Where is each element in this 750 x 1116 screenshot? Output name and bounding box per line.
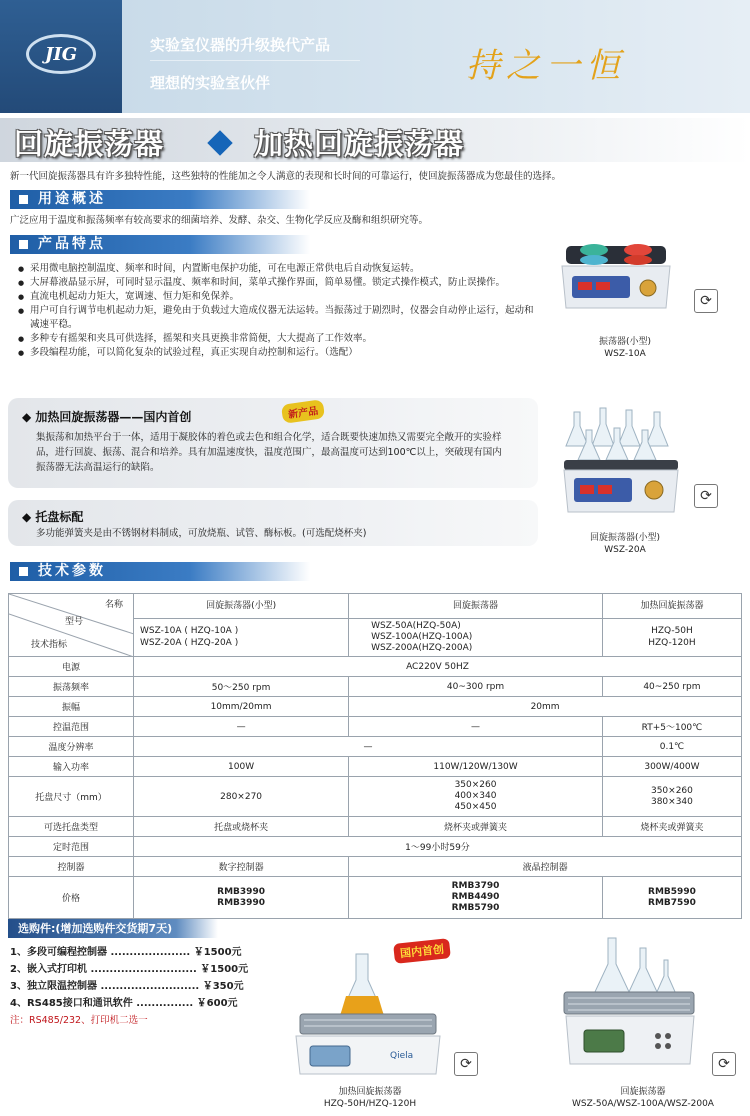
header-tagline-1: 实验室仪器的升级换代产品 xyxy=(150,36,331,54)
list-item: ● 大屏幕液晶显示屏，可同时显示温度、频率和时间，菜单式操作界面，简单易懂。锁定式操作模式，防止误操作。 xyxy=(18,276,538,290)
section-spec-heading: 技术参数 xyxy=(10,562,310,581)
table-cell: 回旋振荡器(小型) WSZ-10A ( HZQ-10A ) WSZ-20A ( HZQ-20A ) xyxy=(134,594,349,657)
table-row: 电源 AC220V 50HZ xyxy=(9,657,742,677)
header-logo-area xyxy=(0,0,122,113)
panel-body: 多功能弹簧夹是由不锈钢材料制成，可放烧瓶、试管、酶标板。(可选配烧杯夹) xyxy=(36,528,367,539)
list-item: 1、多段可编程控制器 ..................... ￥1500元 xyxy=(10,947,242,958)
product-caption: 回旋振荡器(小型) WSZ-20A xyxy=(589,533,661,555)
shaker-illustration xyxy=(556,402,686,520)
table-row: 输入功率 100W 110W/120W/130W 300W/400W xyxy=(9,757,742,777)
table-row xyxy=(9,594,742,657)
list-item: ● 用户可自行调节电机起动力矩，避免由于负载过大造成仪器无法运转。当振荡过于剧烈时，仪器会自动停止运行，起动和减速平稳。 xyxy=(18,304,538,332)
rotate-icon: ⟳ xyxy=(712,1052,736,1076)
header-slogan-area xyxy=(122,0,750,113)
rotate-icon: ⟳ xyxy=(694,484,718,508)
list-item: 3、独立限温控制器 .......................... ￥350元 xyxy=(10,981,244,992)
shaker-illustration xyxy=(556,228,676,318)
product-image-wsz20a xyxy=(556,402,686,520)
table-cell: 加热回旋振荡器 HZQ-50H HZQ-120H xyxy=(602,594,741,657)
page-title-left: 回旋振荡器 xyxy=(14,127,165,161)
page-title-right: 加热回旋振荡器 xyxy=(254,127,465,161)
header-banner xyxy=(0,0,750,113)
brand-logo: JIG xyxy=(26,34,96,74)
features-list xyxy=(18,262,538,360)
table-row: 振幅 10mm/20mm 20mm xyxy=(9,697,742,717)
square-bullet-icon xyxy=(19,195,28,204)
intro-text: 新一代回旋振荡器具有许多独特性能，这些独特的性能加之令人满意的表现和长时间的可靠运行，使回旋振荡器成为您最佳的选择。 xyxy=(10,171,562,182)
table-row: 可选托盘类型 托盘或烧杯夹 烧杯夹或弹簧夹 烧杯夹或弹簧夹 xyxy=(9,817,742,837)
square-bullet-icon xyxy=(19,240,28,249)
section-usage-heading: 用途概述 xyxy=(10,190,310,209)
usage-text: 广泛应用于温度和振荡频率有较高要求的细菌培养、发酵、杂交、生物化学反应及酶和组织研究等。 xyxy=(10,215,429,226)
product-image-wsz10a xyxy=(556,228,676,318)
panel-title: ◆ 托盘标配 xyxy=(22,510,84,524)
new-product-badge: 新产品 xyxy=(281,399,325,424)
list-item: ● 采用微电脑控制温度、频率和时间，内置断电保护功能，可在电源正常供电后自动恢复运转。 xyxy=(18,262,538,276)
product-caption: 回旋振荡器 WSZ-50A/WSZ-100A/WSZ-200A xyxy=(572,1087,714,1109)
options-list xyxy=(10,944,248,1029)
list-item: 4、RS485接口和通讯软件 ............... ￥600元 xyxy=(10,998,238,1009)
list-item: ● 多段编程功能，可以简化复杂的试验过程，真正实现自动控制和运行。（选配） xyxy=(18,346,538,360)
table-row: 温度分辨率 — 0.1℃ xyxy=(9,737,742,757)
header-divider xyxy=(150,60,360,61)
table-row: 振荡频率 50～250 rpm 40~300 rpm 40~250 rpm xyxy=(9,677,742,697)
list-item: ● 多种专有摇架和夹具可供选择，摇架和夹具更换非常简便，大大提高了工作效率。 xyxy=(18,332,538,346)
product-image-hzq50h xyxy=(290,950,446,1080)
header-tagline-2: 理想的实验室伙伴 xyxy=(150,74,271,92)
table-row: 托盘尺寸（mm） 280×270 350×260 400×340 450×450 350×260 380×340 xyxy=(9,777,742,817)
options-heading: 选购件:(增加选购件交货期7天) xyxy=(8,919,218,938)
square-bullet-icon xyxy=(19,567,28,576)
panel-body: 集振荡和加热平台于一体，适用于凝胶体的着色或去色和组合化学，适合既要快速加热又需要完全敞开的实验样品，进行回旋、振荡、混合和培养。具有加温速度快，温度范围广，最高温度可达到100℃以上，突破现有国内振荡器无法高温运行的缺陷。 xyxy=(36,432,502,473)
panel-title: ◆ 加热回旋振荡器——国内首创 xyxy=(22,410,192,424)
table-cell: 回旋振荡器 WSZ-50A(HZQ-50A) WSZ-100A(HZQ-100A) WSZ-200A(HZQ-200A) xyxy=(349,594,603,657)
rotate-icon: ⟳ xyxy=(454,1052,478,1076)
domestic-first-badge: 国内首创 xyxy=(393,938,451,964)
brand-label: Qiela xyxy=(390,1051,414,1061)
product-image-wsz50a xyxy=(560,934,700,1074)
table-row: 定时范围 1～99小时59分 xyxy=(9,837,742,857)
table-row: 控温范围 — — RT+5～100℃ xyxy=(9,717,742,737)
spec-table xyxy=(8,593,742,919)
list-item: 2、嵌入式打印机 ............................ ￥1500元 xyxy=(10,964,249,975)
shaker-illustration xyxy=(290,950,446,1080)
section-features-heading: 产品特点 xyxy=(10,235,310,254)
shaker-illustration xyxy=(560,934,700,1074)
heated-shaker-panel xyxy=(8,398,538,488)
table-corner-cell: 名称 型号 技术指标 xyxy=(9,594,134,657)
table-row: 价格 RMB3990 RMB3990 RMB3790 RMB4490 RMB5790 RMB5990 RMB7590 xyxy=(9,877,742,919)
options-note: 注：RS485/232、打印机二选一 xyxy=(10,1015,148,1026)
header-slogan: 持之一恒 xyxy=(466,46,626,86)
product-caption: 加热回旋振荡器 HZQ-50H/HZQ-120H xyxy=(323,1087,417,1109)
rotate-icon: ⟳ xyxy=(694,289,718,313)
tray-panel xyxy=(8,500,538,546)
list-item: ● 直流电机起动力矩大，宽调速、恒力矩和免保养。 xyxy=(18,290,538,304)
table-row: 控制器 数字控制器 液晶控制器 xyxy=(9,857,742,877)
product-caption: 振荡器(小型) WSZ-10A xyxy=(598,337,652,359)
